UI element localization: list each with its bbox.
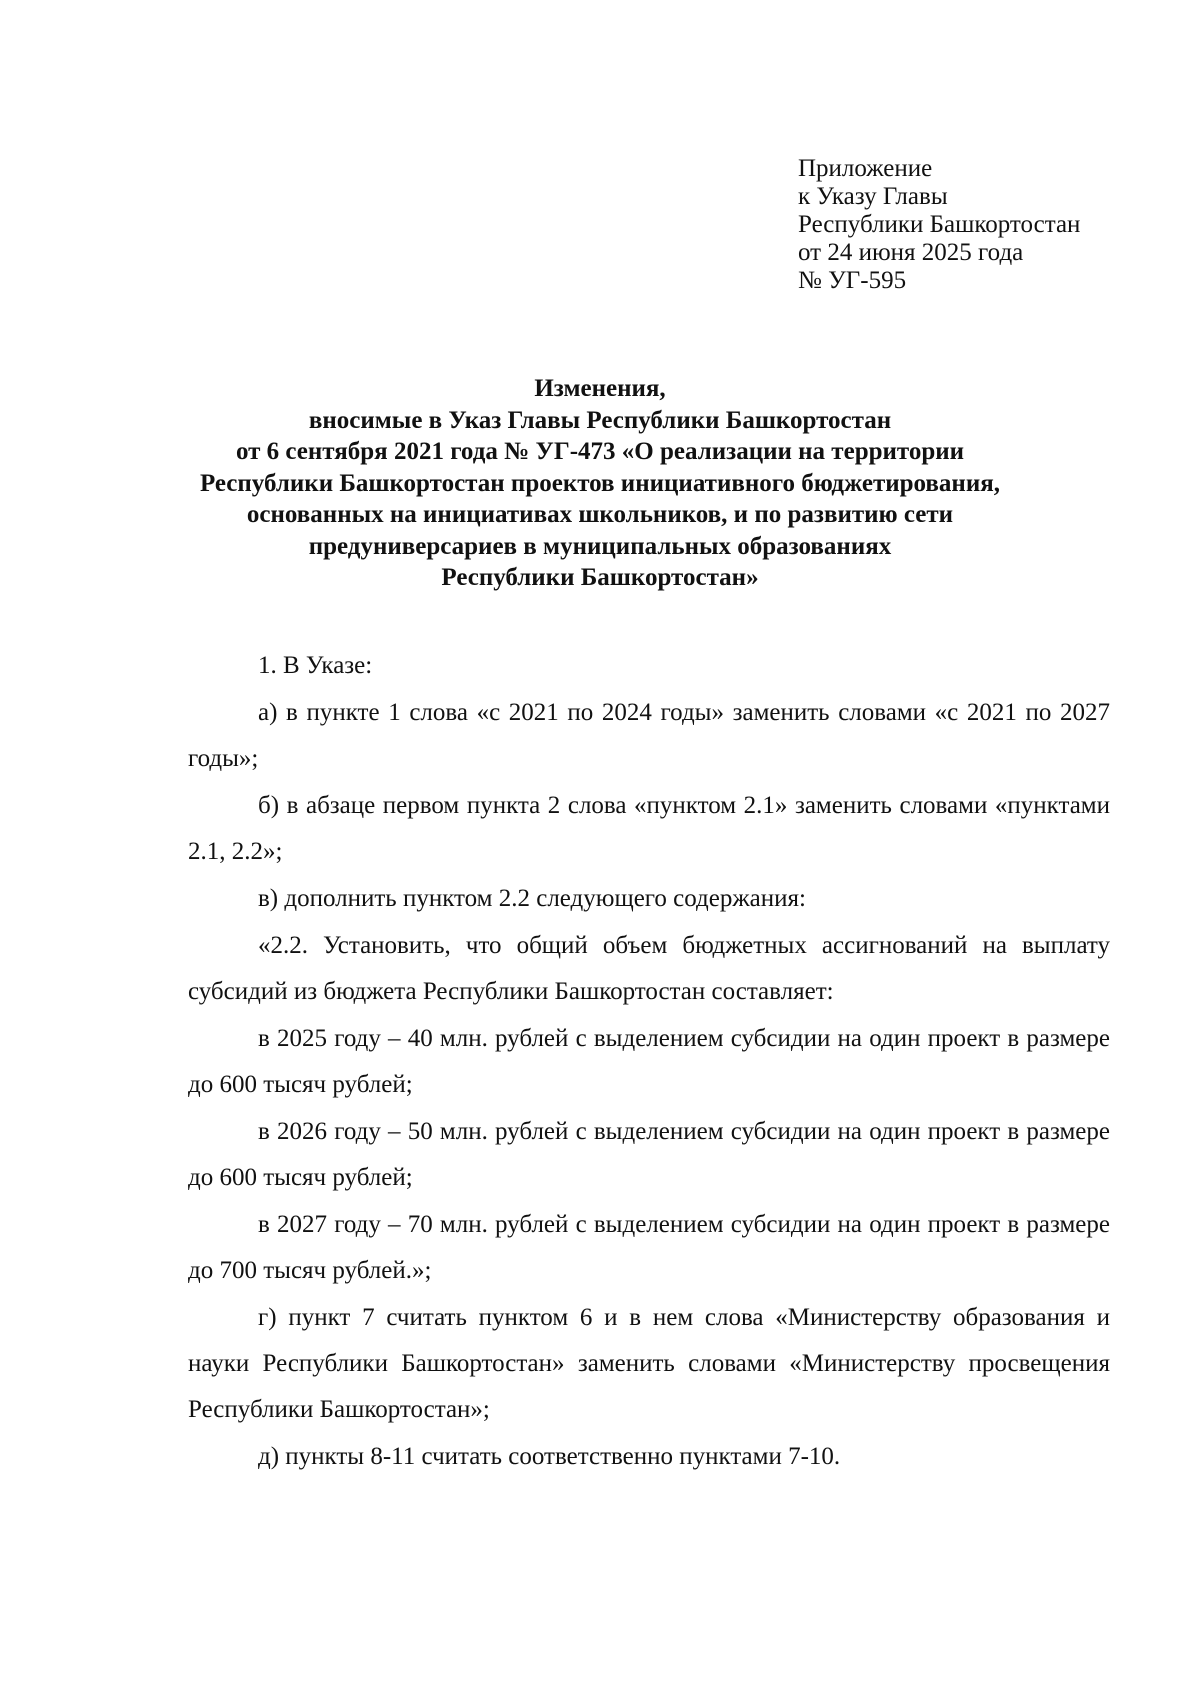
appendix-line: Приложение <box>798 155 933 182</box>
paragraph: а) в пункте 1 слова «с 2021 по 2024 годы» заменить словами «с 2021 по 2027 годы»; <box>188 699 1110 772</box>
title-line: основанных на инициативах школьников, и по развитию сети <box>246 501 954 528</box>
appendix-line: от 24 июня 2025 года <box>798 239 1024 266</box>
appendix-line: Республики Башкортостан <box>798 211 1081 238</box>
paragraph: д) пункты 8-11 считать соответственно пунктами 7-10. <box>258 1443 841 1470</box>
title-line: вносимые в Указ Главы Республики Башкортостан <box>308 406 892 434</box>
title-line: Республики Башкортостан проектов инициативного бюджетирования, <box>199 469 1001 497</box>
title-line: Изменения, <box>534 375 666 402</box>
title-line: Республики Башкортостан» <box>441 564 759 591</box>
title-line: от 6 сентября 2021 года № УГ-473 «О реализации на территории <box>235 438 965 465</box>
document-body <box>188 643 1110 1481</box>
paragraph: в) дополнить пунктом 2.2 следующего содержания: <box>258 885 806 912</box>
paragraph: 1. В Указе: <box>258 652 373 679</box>
appendix-header <box>798 155 1080 295</box>
paragraph: г) пункт 7 считать пунктом 6 и в нем слова «Министерству образования и науки Республики Башкортостан» заменить словами «Министерству просвещения Республики Башкортостан»; <box>188 1304 1110 1423</box>
paragraph: б) в абзаце первом пункта 2 слова «пунктом 2.1» заменить словами «пунктами 2.1, 2.2»; <box>188 792 1110 865</box>
paragraph: «2.2. Установить, что общий объем бюджетных ассигнований на выплату субсидий из бюджета Республики Башкортостан составляет: <box>188 932 1110 1005</box>
paragraph: в 2025 году – 40 млн. рублей с выделением субсидии на один проект в размере до 600 тысяч рублей; <box>188 1025 1110 1098</box>
title-line: предуниверсариев в муниципальных образованиях <box>308 532 892 560</box>
document-title <box>100 373 1100 594</box>
paragraph: в 2026 году – 50 млн. рублей с выделением субсидии на один проект в размере до 600 тысяч рублей; <box>188 1118 1110 1191</box>
appendix-line: № УГ-595 <box>798 267 907 294</box>
paragraph: в 2027 году – 70 млн. рублей с выделением субсидии на один проект в размере до 700 тысяч рублей.»; <box>188 1211 1110 1284</box>
appendix-line: к Указу Главы <box>798 183 948 210</box>
